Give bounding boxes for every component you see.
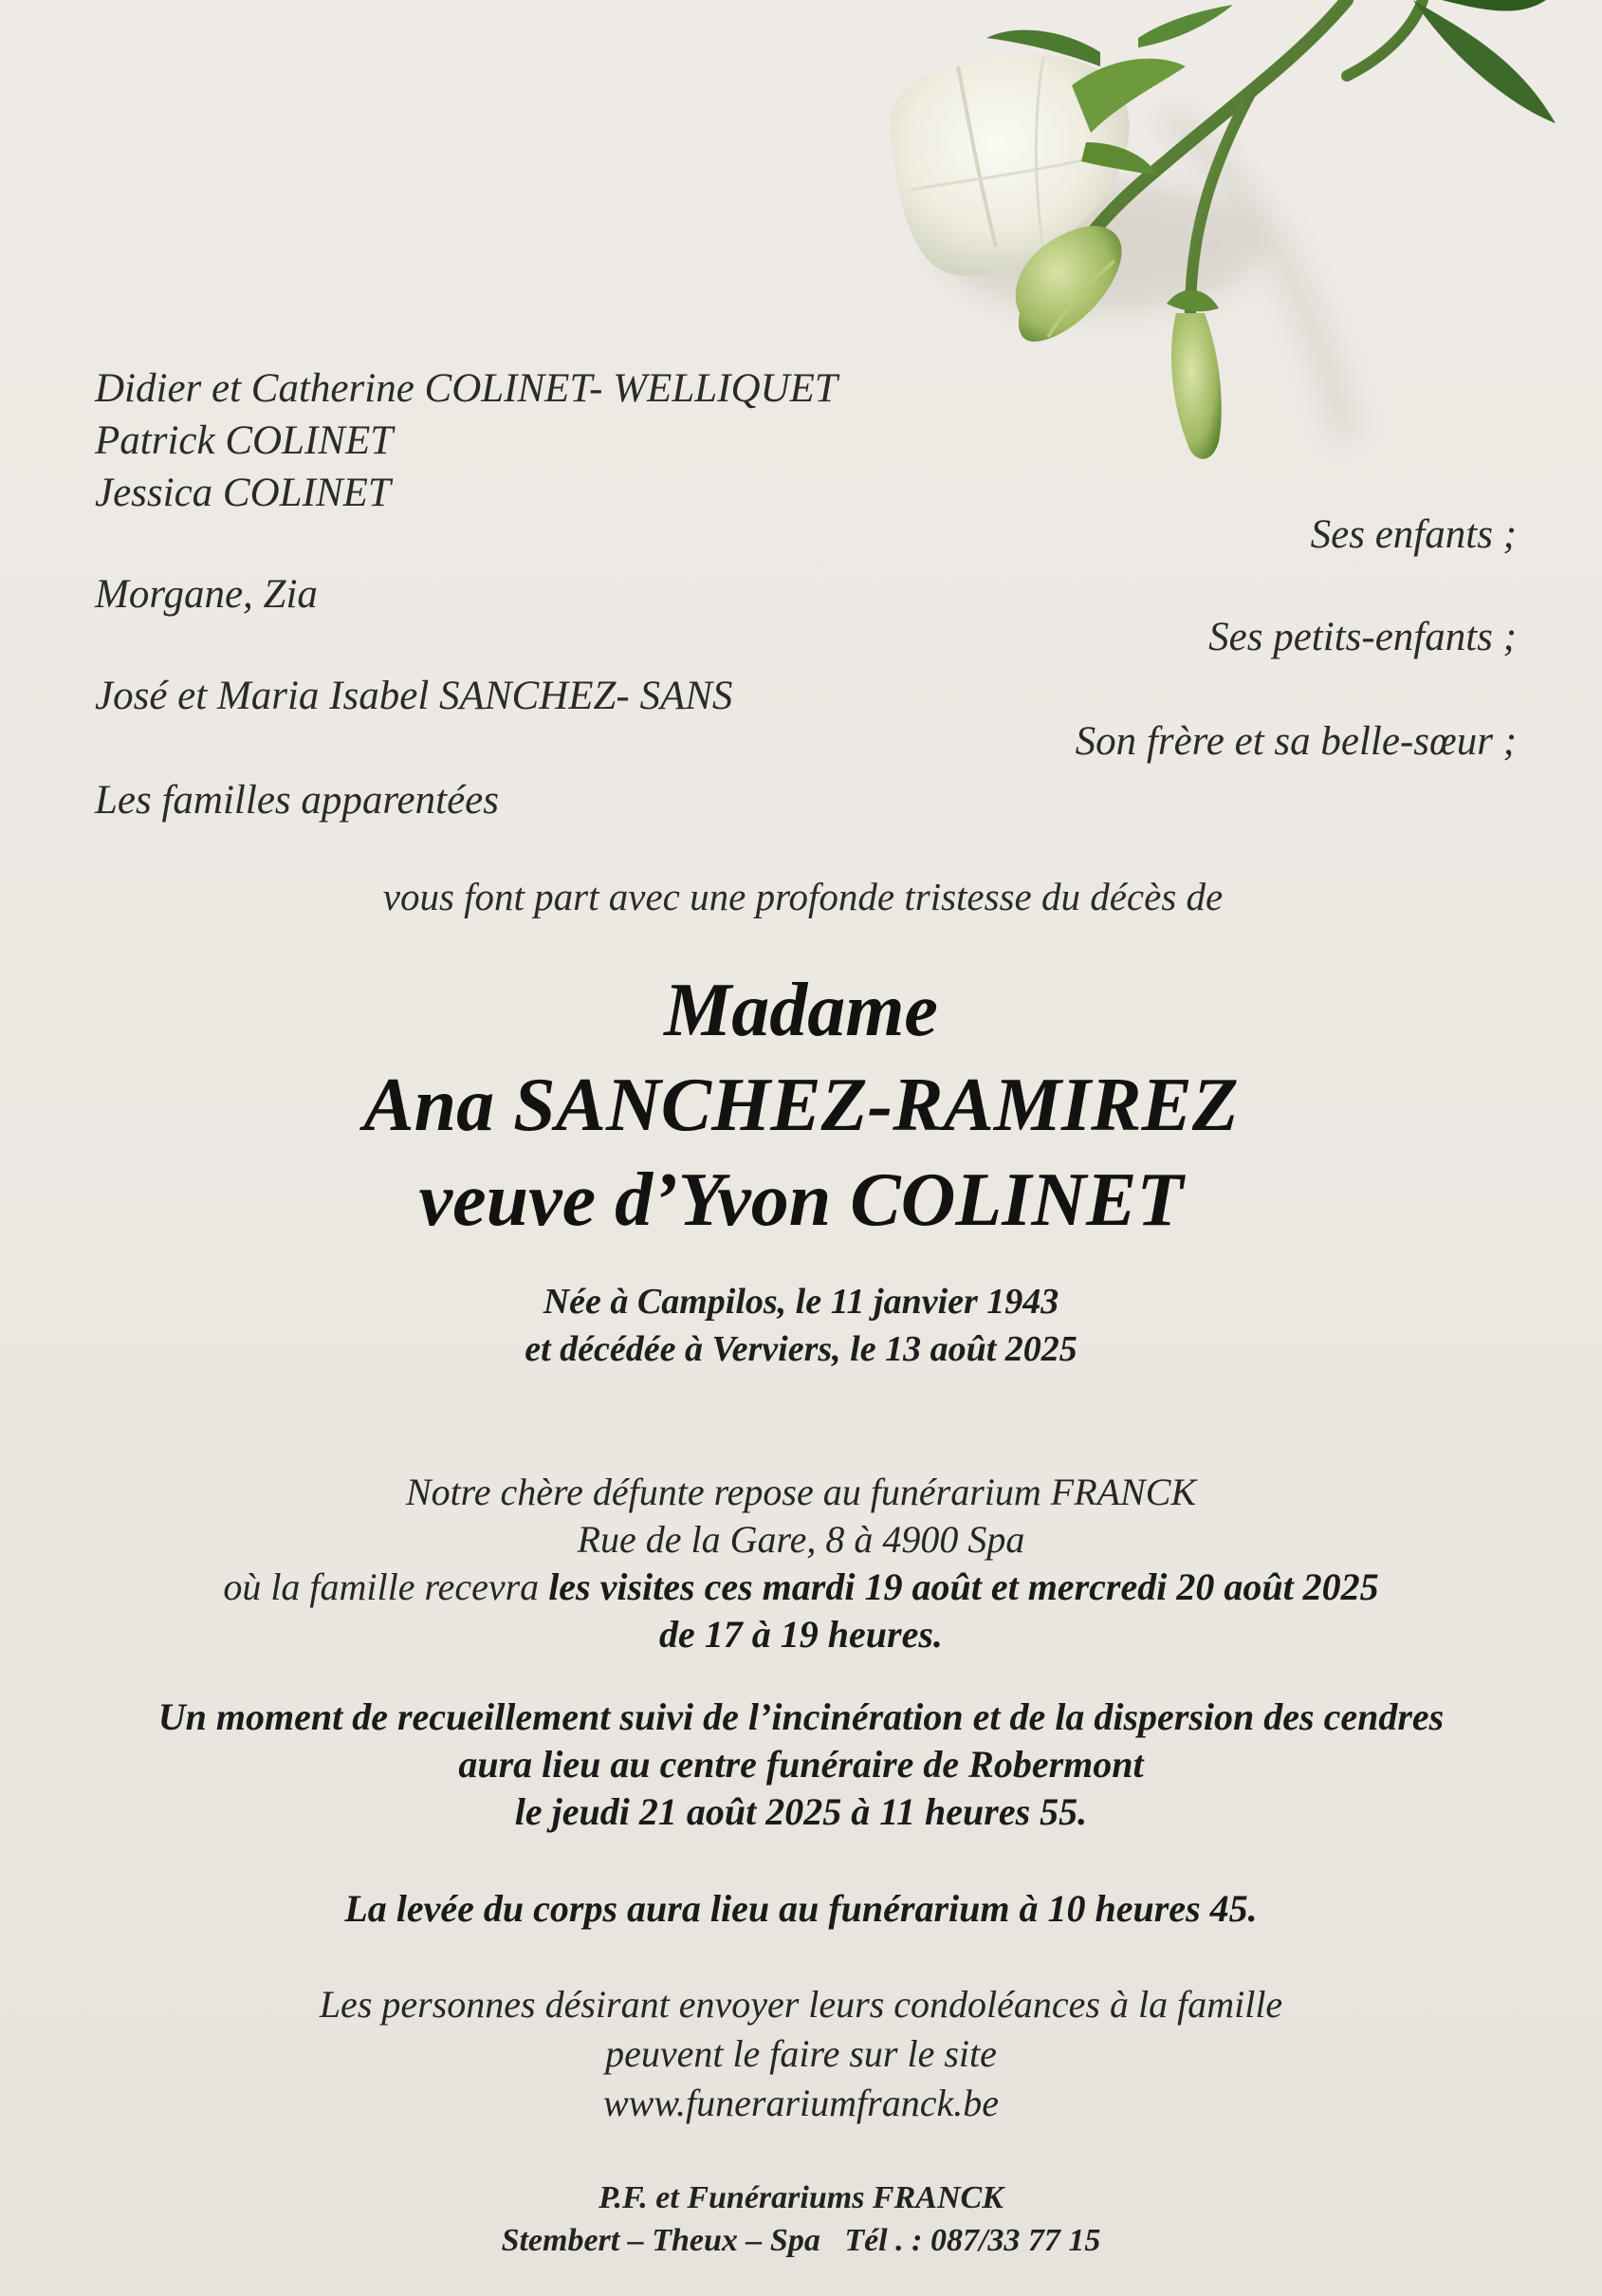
condolences-website: www.funerariumfranck.be <box>602 2082 999 2124</box>
visitation-line-2: Rue de la Gare, 8 à 4900 Spa <box>577 1518 1025 1561</box>
deceased-title: Madame <box>664 969 938 1052</box>
family-grandchildren: Morgane, Zia <box>95 572 318 617</box>
levee-du-corps: La levée du corps aura lieu au funérarium à 10 heures 45. <box>344 1887 1258 1930</box>
visitation-line-3 <box>0 1565 1602 1608</box>
visitation-line-3-bold: les visites ces mardi 19 août et mercredi 20 août 2025 <box>548 1565 1379 1608</box>
funeral-home-locations: Stembert – Theux – Spa Tél . : 087/33 77 15 <box>501 2223 1101 2258</box>
family-children-line-3: Jessica COLINET <box>95 471 391 515</box>
visitation-line-3-plain: où la famille recevra <box>223 1565 549 1608</box>
announcement-intro: vous font part avec une profonde tristesse du décès de <box>382 875 1224 918</box>
condolences-line-2: peuvent le faire sur le site <box>605 2032 997 2075</box>
deceased-widow-of: veuve d’Yvon COLINET <box>418 1158 1184 1242</box>
siblings-label: Son frère et sa belle-sœur ; <box>1075 719 1517 764</box>
ceremony-line-1: Un moment de recueillement suivi de l’incinération et de la dispersion des cendres <box>157 1695 1445 1738</box>
white-lisianthus-flower-icon <box>854 0 1602 493</box>
deceased-name: Ana SANCHEZ-RAMIREZ <box>363 1064 1239 1147</box>
condolences-line-1: Les personnes désirant envoyer leurs condoléances à la famille <box>319 1983 1283 2026</box>
family-siblings: José et Maria Isabel SANCHEZ- SANS <box>95 674 733 718</box>
visitation-hours: de 17 à 19 heures. <box>659 1613 943 1656</box>
family-children-line-1: Didier et Catherine COLINET- WELLIQUET <box>95 366 838 411</box>
death-date: et décédée à Verviers, le 13 août 2025 <box>525 1329 1077 1369</box>
family-children-line-2: Patrick COLINET <box>95 418 394 463</box>
visitation-line-1: Notre chère défunte repose au funérarium FRANCK <box>405 1471 1197 1513</box>
grandchildren-label: Ses petits-enfants ; <box>1208 615 1517 659</box>
funeral-home-name: P.F. et Funérariums FRANCK <box>598 2180 1004 2215</box>
family-relatives: Les familles apparentées <box>95 778 499 823</box>
children-label: Ses enfants ; <box>1310 512 1517 557</box>
ceremony-line-3: le jeudi 21 août 2025 à 11 heures 55. <box>514 1790 1088 1833</box>
birth-date: Née à Campilos, le 11 janvier 1943 <box>543 1282 1059 1322</box>
ceremony-line-2: aura lieu au centre funéraire de Robermont <box>458 1743 1144 1786</box>
